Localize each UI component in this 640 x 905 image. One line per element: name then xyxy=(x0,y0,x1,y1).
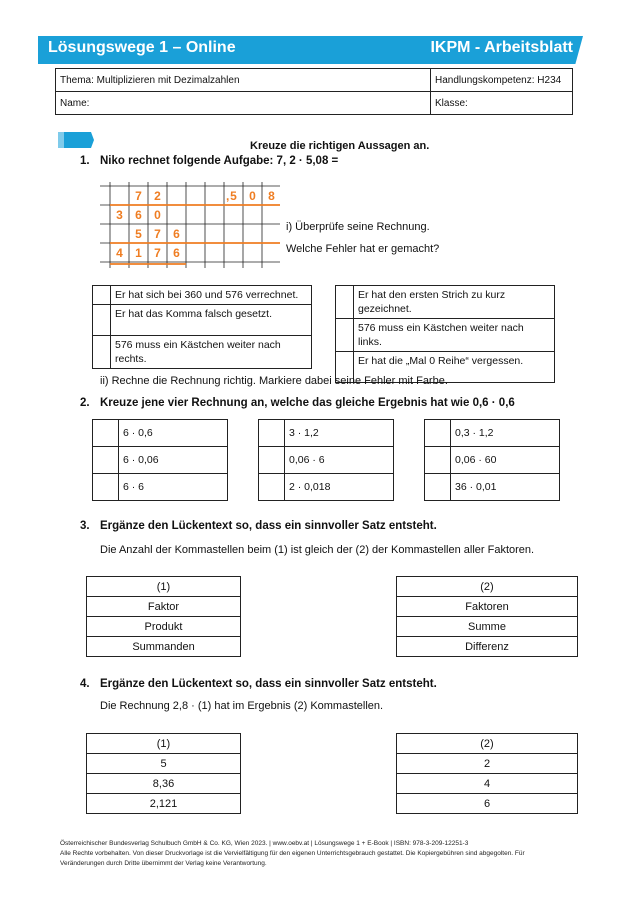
statements-left xyxy=(92,285,312,369)
grid-digit: 6 xyxy=(173,227,180,241)
grid-digit: 0 xyxy=(249,189,256,203)
q4-options-1 xyxy=(86,733,241,814)
calc-option: 6 · 6 xyxy=(119,474,228,501)
number-option[interactable]: 2,121 xyxy=(87,794,241,814)
calc-option: 6 · 0,6 xyxy=(119,420,228,447)
checkbox[interactable] xyxy=(259,474,285,501)
number-option[interactable]: 5 xyxy=(87,754,241,774)
grid-digit: 7 xyxy=(135,189,142,203)
statement: Er hat den ersten Strich zu kurz gezeichnet. xyxy=(354,286,555,319)
topic-cell: Thema: Multiplizieren mit Dezimalzahlen xyxy=(56,69,431,92)
q1-title: Niko rechnet folgende Aufgabe: 7, 2 · 5,08 = xyxy=(100,155,339,167)
calc-option: 0,06 · 6 xyxy=(285,447,394,474)
multiplication-grid[interactable] xyxy=(100,182,280,274)
class-cell[interactable]: Klasse: xyxy=(431,92,573,115)
grid-digit: 8 xyxy=(268,189,275,203)
checkbox[interactable] xyxy=(93,474,119,501)
number-option[interactable]: 2 xyxy=(397,754,578,774)
q3-title: Ergänze den Lückentext so, dass ein sinnvoller Satz entsteht. xyxy=(100,520,437,532)
checkbox[interactable] xyxy=(425,474,451,501)
word-option[interactable]: Produkt xyxy=(87,617,241,637)
grid-digit: 5 xyxy=(230,189,237,203)
calc-table-3 xyxy=(424,419,560,501)
grid-digit: 7 xyxy=(154,227,161,241)
q2-title: Kreuze jene vier Rechnung an, welche das gleiche Ergebnis hat wie 0,6 · 0,6 xyxy=(100,397,515,409)
column-header: (2) xyxy=(397,734,578,754)
calc-table-1 xyxy=(92,419,228,501)
word-option[interactable]: Faktor xyxy=(87,597,241,617)
grid-digit: 0 xyxy=(154,208,161,222)
checkbox[interactable] xyxy=(93,420,119,447)
calc-option: 0,06 · 60 xyxy=(451,447,560,474)
checkbox[interactable] xyxy=(93,447,119,474)
grid-comma: , xyxy=(226,189,230,203)
q1-part-i-question: Welche Fehler hat er gemacht? xyxy=(286,243,440,255)
q2-number: 2. xyxy=(80,397,90,409)
word-option[interactable]: Summanden xyxy=(87,637,241,657)
footer-line-1: Österreichischer Bundesverlag Schulbuch GmbH & Co. KG, Wien 2023. | www.oebv.at | Lösungswege 1 + E-Book | ISBN: 978-3-209-12251-3 xyxy=(60,840,469,847)
checkbox[interactable] xyxy=(259,447,285,474)
checkbox[interactable] xyxy=(259,420,285,447)
statement: Er hat die „Mal 0 Reihe“ vergessen. xyxy=(354,352,555,383)
grid-digit: 3 xyxy=(116,208,123,222)
grid-digit: 6 xyxy=(135,208,142,222)
footer-line-3: Veränderungen durch Dritte übernimmt der Verlag keine Verantwortung. xyxy=(60,860,267,867)
header-table xyxy=(55,68,573,115)
checkbox[interactable] xyxy=(93,305,111,336)
statement: 576 muss ein Kästchen weiter nach links. xyxy=(354,319,555,352)
instruction-text: Kreuze die richtigen Aussagen an. xyxy=(250,140,430,152)
q1-part-i: i) Überprüfe seine Rechnung. xyxy=(286,221,430,233)
column-header: (2) xyxy=(397,577,578,597)
calc-option: 3 · 1,2 xyxy=(285,420,394,447)
checkbox[interactable] xyxy=(336,319,354,352)
word-option[interactable]: Summe xyxy=(397,617,578,637)
calc-option: 0,3 · 1,2 xyxy=(451,420,560,447)
checkbox[interactable] xyxy=(425,447,451,474)
word-option[interactable]: Faktoren xyxy=(397,597,578,617)
number-option[interactable]: 8,36 xyxy=(87,774,241,794)
q4-sentence: Die Rechnung 2,8 · (1) hat im Ergebnis (2) Kommastellen. xyxy=(100,700,384,712)
grid-digit: 5 xyxy=(135,227,142,241)
statements-right xyxy=(335,285,555,383)
q3-options-1 xyxy=(86,576,241,657)
section-marker-icon xyxy=(58,132,94,148)
word-option[interactable]: Differenz xyxy=(397,637,578,657)
grid-digit: 1 xyxy=(135,246,142,260)
q3-options-2 xyxy=(396,576,578,657)
book-title: Lösungswege 1 – Online xyxy=(48,39,236,56)
calc-option: 6 · 0,06 xyxy=(119,447,228,474)
q3-number: 3. xyxy=(80,520,90,532)
worksheet-title: IKPM - Arbeitsblatt xyxy=(430,39,573,56)
checkbox[interactable] xyxy=(93,286,111,305)
q1-part-ii: ii) Rechne die Rechnung richtig. Markiere dabei seine Fehler mit Farbe. xyxy=(100,375,448,387)
column-header: (1) xyxy=(87,577,241,597)
q4-title: Ergänze den Lückentext so, dass ein sinnvoller Satz entsteht. xyxy=(100,678,437,690)
q4-options-2 xyxy=(396,733,578,814)
q1-number: 1. xyxy=(80,155,90,167)
statement: Er hat sich bei 360 und 576 verrechnet. xyxy=(111,286,312,305)
number-option[interactable]: 4 xyxy=(397,774,578,794)
name-cell[interactable]: Name: xyxy=(56,92,431,115)
column-header: (1) xyxy=(87,734,241,754)
calc-option: 36 · 0,01 xyxy=(451,474,560,501)
number-option[interactable]: 6 xyxy=(397,794,578,814)
checkbox[interactable] xyxy=(336,286,354,319)
grid-digit: 2 xyxy=(154,189,161,203)
competence-cell: Handlungskompetenz: H234 xyxy=(431,69,573,92)
q3-sentence: Die Anzahl der Kommastellen beim (1) ist gleich der (2) der Kommastellen aller Faktoren. xyxy=(100,544,535,556)
checkbox[interactable] xyxy=(93,336,111,369)
statement: 576 muss ein Kästchen weiter nach rechts. xyxy=(111,336,312,369)
checkbox[interactable] xyxy=(425,420,451,447)
footer-line-2: Alle Rechte vorbehalten. Von dieser Druckvorlage ist die Vervielfältigung für den eigenen Unterrichtsgebrauch gestattet. Die Kopiergebühren sind abgegolten. Für xyxy=(60,850,525,857)
q4-number: 4. xyxy=(80,678,90,690)
calc-option: 2 · 0,018 xyxy=(285,474,394,501)
grid-digit: 6 xyxy=(173,246,180,260)
calc-table-2 xyxy=(258,419,394,501)
statement: Er hat das Komma falsch gesetzt. xyxy=(111,305,312,336)
grid-digit: 7 xyxy=(154,246,161,260)
grid-digit: 4 xyxy=(116,246,123,260)
